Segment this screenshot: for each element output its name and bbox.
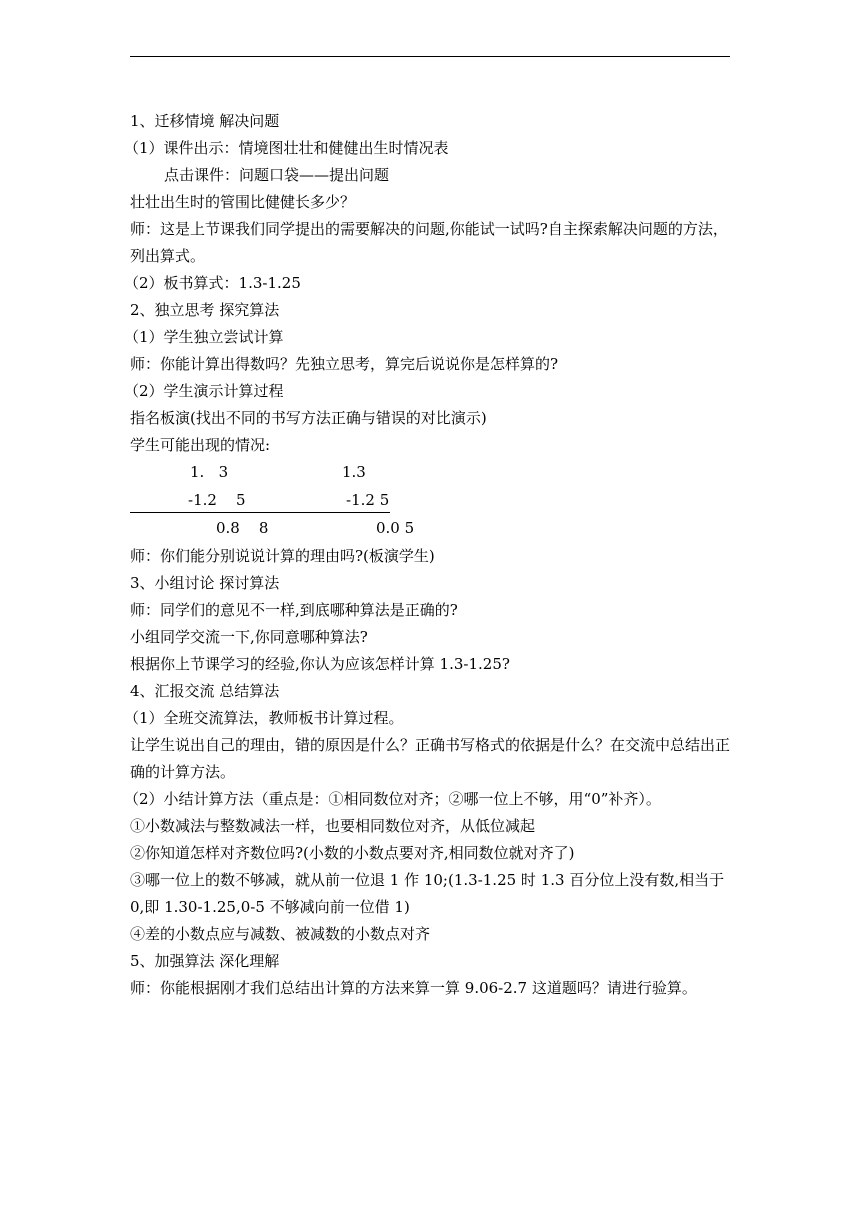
section-3-heading: 3、小组讨论 探讨算法 xyxy=(130,574,280,592)
experience-question: 根据你上节课学习的经验,你认为应该怎样计算 1.3-1.25? xyxy=(130,655,510,673)
header-rule xyxy=(130,56,730,57)
rule-4: ④差的小数点应与减数、被减数的小数点对齐 xyxy=(130,925,431,943)
section-5-heading: 5、加强算法 深化理解 xyxy=(130,952,280,970)
calc-right-result: 0.0 5 xyxy=(376,519,415,537)
board-demo-note: 指名板演(找出不同的书写方法正确与错误的对比演示) xyxy=(130,409,487,427)
step-1-1: （1）课件出示：情境图壮壮和健健出生时情况表 xyxy=(124,139,449,157)
step-1-2: （2）板书算式：1.3-1.25 xyxy=(124,274,301,292)
teacher-prompt-4: 师：同学们的意见不一样,到底哪种算法是正确的? xyxy=(130,601,458,619)
teacher-prompt-2: 师：你能计算出得数吗？先独立思考，算完后说说你是怎样算的? xyxy=(130,355,559,373)
rule-3: ③哪一位上的数不够减，就从前一位退 1 作 10;(1.3-1.25 时 1.3 百分位上没有数,相当于 0,即 1.30-1.25,0-5 不够减向前一位借 1) xyxy=(130,871,725,916)
document-body xyxy=(124,108,731,1002)
calc-right-top: 1.3 xyxy=(342,463,366,481)
calc-left-top: 1. 3 xyxy=(190,463,229,481)
step-4-2: （2）小结计算方法（重点是：①相同数位对齐；②哪一位上不够，用“0”补齐）。 xyxy=(124,790,661,808)
rule-1: ①小数减法与整数减法一样，也要相同数位对齐，从低位减起 xyxy=(130,817,536,835)
step-2-2: （2）学生演示计算过程 xyxy=(124,382,284,400)
question-text: 壮壮出生时的管围比健健长多少？ xyxy=(130,193,356,211)
subtraction-examples xyxy=(130,459,730,543)
teacher-prompt-3: 师：你们能分别说说计算的理由吗?(板演学生) xyxy=(130,547,435,565)
rule-2: ②你知道怎样对齐数位吗?(小数的小数点要对齐,相同数位就对齐了) xyxy=(130,844,575,862)
step-2-1: （1）学生独立尝试计算 xyxy=(124,328,284,346)
calc-right-subtrahend: -1.2 5 xyxy=(346,491,390,509)
section-2-heading: 2、独立思考 探究算法 xyxy=(130,301,280,319)
reasoning-prompt: 让学生说出自己的理由，错的原因是什么？正确书写格式的依据是什么？在交流中总结出正确的计算方法。 xyxy=(130,736,731,781)
teacher-prompt-5: 师：你能根据刚才我们总结出计算的方法来算一算 9.06-2.7 这道题吗？请进行验算。 xyxy=(130,979,697,997)
possible-cases-label: 学生可能出现的情况: xyxy=(130,436,271,454)
step-1-1-detail: 点击课件：问题口袋——提出问题 xyxy=(164,166,390,184)
step-4-1: （1）全班交流算法，教师板书计算过程。 xyxy=(124,709,404,727)
calc-left-result: 0.8 8 xyxy=(216,519,269,537)
teacher-prompt-1: 师：这是上节课我们同学提出的需要解决的问题,你能试一试吗?自主探索解决问题的方法，列出算式。 xyxy=(130,220,728,265)
group-discussion-text: 小组同学交流一下,你同意哪种算法? xyxy=(130,628,368,646)
calc-left-subtrahend: -1.2 5 xyxy=(188,491,246,509)
calc-underline xyxy=(130,512,390,513)
section-1-heading: 1、迁移情境 解决问题 xyxy=(130,112,280,130)
section-4-heading: 4、汇报交流 总结算法 xyxy=(130,682,280,700)
